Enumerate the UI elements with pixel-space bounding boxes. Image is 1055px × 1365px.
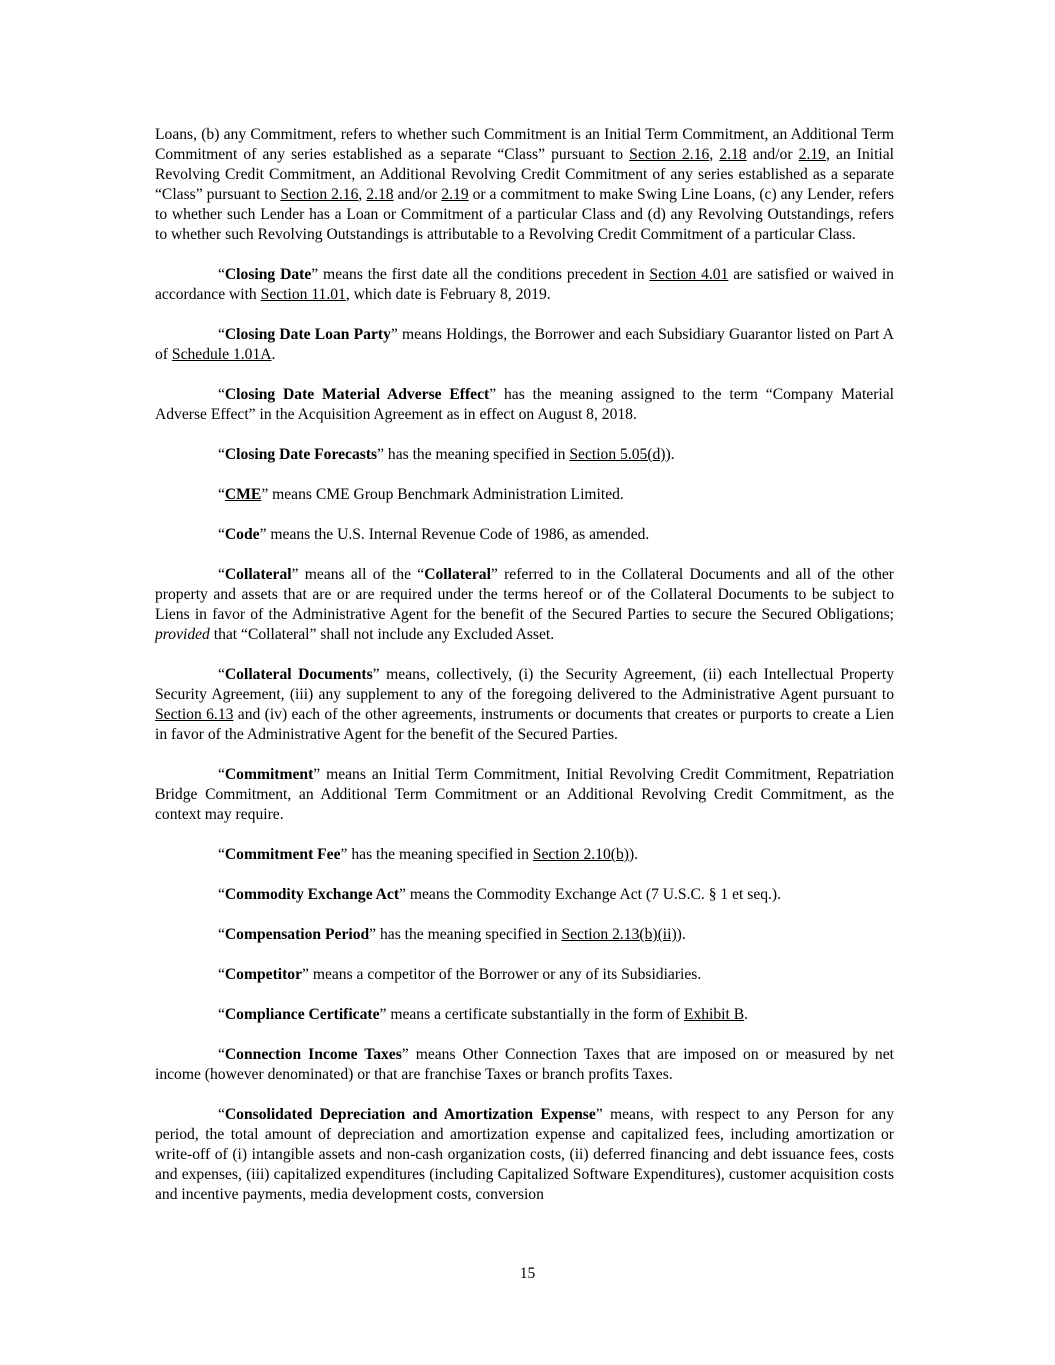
definition-connection-income-taxes: “Connection Income Taxes” means Other Connection Taxes that are imposed on or measured by net income (however denominated) or that are franchise Taxes or branch profits Taxes. xyxy=(155,1046,894,1083)
cross-reference: Section 5.05(d) xyxy=(569,446,666,463)
cross-reference: Section 6.13 xyxy=(155,706,234,723)
cross-reference: Schedule 1.01A xyxy=(171,346,272,363)
definition-closing-date: “Closing Date” means the first date all the conditions precedent in Section 4.01 are satisfied or waived in accordance with Section 11.01, which date is February 8, 2019. xyxy=(155,266,894,303)
page-body xyxy=(155,125,894,1225)
defined-term: Collateral xyxy=(424,566,491,583)
cross-reference: Section 2.16 xyxy=(629,146,710,163)
definition-cme: “CME” means CME Group Benchmark Administration Limited. xyxy=(218,486,624,503)
defined-term: Collateral Documents xyxy=(224,666,373,683)
definition-closing-date-loan-party: “Closing Date Loan Party” means Holdings, the Borrower and each Subsidiary Guarantor listed on Part A of Schedule 1.01A. xyxy=(155,326,895,363)
definition-competitor: “Competitor” means a competitor of the Borrower or any of its Subsidiaries. xyxy=(218,966,702,983)
definition-consolidated-da-expense: “Consolidated Depreciation and Amortization Expense” means, with respect to any Person for any period, the total amount of depreciation and amortization expense and capitalized fees, including amortization or write-off of (i) intangible assets and non-cash organization costs, (ii) deferred financing and debt issuance fees, costs and expenses, (iii) capitalized expenditures (including Capitalized Software Expenditures), customer acquisition costs and incentive payments, media development costs, conversion xyxy=(155,1106,895,1203)
cross-reference: Exhibit B xyxy=(683,1006,745,1023)
cross-reference: Section 11.01 xyxy=(260,286,346,303)
defined-term: Closing Date Loan Party xyxy=(224,326,391,343)
defined-term: Collateral xyxy=(224,566,292,583)
defined-term: Consolidated Depreciation and Amortization Expense xyxy=(224,1106,596,1123)
definition-compensation-period: “Compensation Period” has the meaning specified in Section 2.13(b)(ii)). xyxy=(218,926,686,943)
page-number: 15 xyxy=(519,1265,536,1282)
cross-reference: 2.18 xyxy=(366,186,394,203)
defined-term: Competitor xyxy=(224,966,302,983)
definition-commitment-fee: “Commitment Fee” has the meaning specified in Section 2.10(b)). xyxy=(218,846,639,863)
definition-collateral-documents: “Collateral Documents” means, collectively, (i) the Security Agreement, (ii) each Intellectual Property Security Agreement, (iii) any supplement to any of the foregoing delivered to the Administrative Agent pursuant to Section 6.13 and (iv) each of the other agreements, instruments or documents that creates or purports to create a Lien in favor of the Administrative Agent for the benefit of the Secured Parties. xyxy=(155,666,894,743)
definition-compliance-certificate: “Compliance Certificate” means a certificate substantially in the form of Exhibit B. xyxy=(218,1006,749,1023)
cross-reference: Section 2.16 xyxy=(280,186,359,203)
defined-term: Commitment xyxy=(224,766,314,783)
definition-code: “Code” means the U.S. Internal Revenue Code of 1986, as amended. xyxy=(218,526,650,543)
defined-term: Closing Date Material Adverse Effect xyxy=(224,386,490,403)
definition-closing-date-forecasts: “Closing Date Forecasts” has the meaning specified in Section 5.05(d)). xyxy=(218,446,675,463)
defined-term: Compensation Period xyxy=(224,926,370,943)
defined-term: Code xyxy=(224,526,260,543)
definition-commitment: “Commitment” means an Initial Term Commitment, Initial Revolving Credit Commitment, Repatriation Bridge Commitment, an Additional Term Commitment or an Additional Revolving Credit Commitment, as the context may require. xyxy=(155,766,894,823)
defined-term: Compliance Certificate xyxy=(224,1006,380,1023)
cross-reference: 2.19 xyxy=(441,186,469,203)
definition-collateral: “Collateral” means all of the “Collateral” referred to in the Collateral Documents and all of the other property and assets that are or are required under the terms hereof or of the Collateral Documents to be subject to Liens in favor of the Administrative Agent for the benefit of the Secured Parties to secure the Secured Obligations; provided that “Collateral” shall not include any Excluded Asset. xyxy=(155,566,894,643)
defined-term: Connection Income Taxes xyxy=(224,1046,402,1063)
cross-reference: Section 4.01 xyxy=(649,266,729,283)
definition-commodity-exchange-act: “Commodity Exchange Act” means the Commodity Exchange Act (7 U.S.C. § 1 et seq.). xyxy=(218,886,782,903)
cross-reference: 2.18 xyxy=(719,146,747,163)
defined-term: Closing Date Forecasts xyxy=(224,446,378,463)
italic-word: provided xyxy=(155,626,210,643)
cross-reference: Section 2.13(b)(ii) xyxy=(561,926,677,943)
cross-reference: Section 2.10(b) xyxy=(532,846,629,863)
defined-term: Commitment Fee xyxy=(224,846,341,863)
cross-reference: 2.19 xyxy=(798,146,826,163)
defined-term: Commodity Exchange Act xyxy=(224,886,400,903)
paragraph-intro-continuation: Loans, (b) any Commitment, refers to whether such Commitment is an Initial Term Commitment, an Additional Term Commitment of any series established as a separate “Class” pursuant to Section 2.16, 2.18 and/or 2.19, an Initial Revolving Credit Commitment, an Additional Revolving Credit Commitment of any series established as a separate “Class” pursuant to Section 2.16, 2.18 and/or 2.19 or a commitment to make Swing Line Loans, (c) any Lender, refers to whether such Lender has a Loan or Commitment of a particular Class and (d) any Revolving Outstandings, refers to whether such Revolving Outstandings is attributable to a Revolving Credit Commitment of a particular Class. xyxy=(155,126,895,243)
definition-closing-date-mae: “Closing Date Material Adverse Effect” has the meaning assigned to the term “Company Material Adverse Effect” in the Acquisition Agreement as in effect on August 8, 2018. xyxy=(155,386,894,423)
defined-term: Closing Date xyxy=(224,266,312,283)
defined-term: CME xyxy=(224,486,262,503)
